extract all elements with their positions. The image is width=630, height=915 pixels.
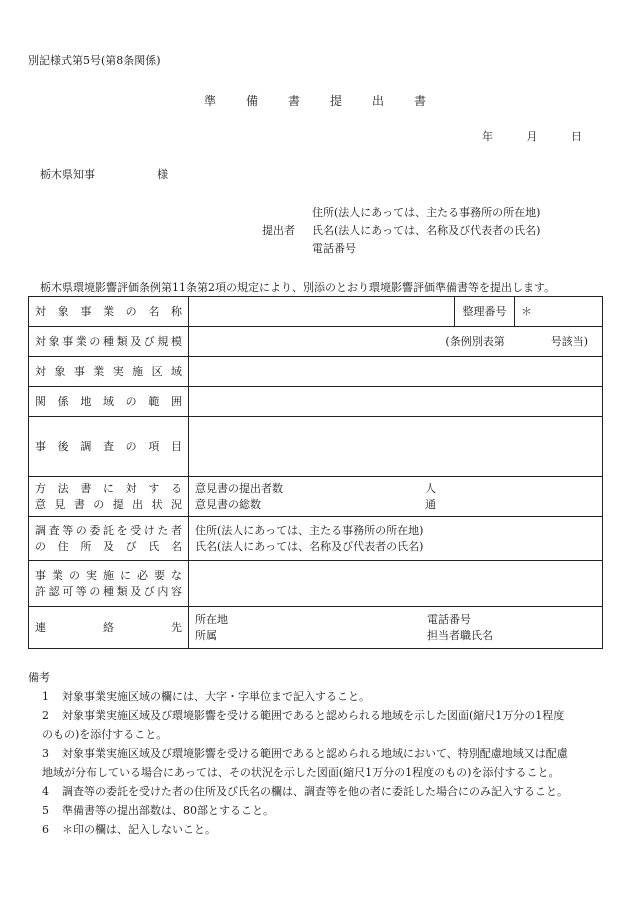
- date-month: 月: [526, 130, 538, 143]
- submitter-label: 提出者: [262, 224, 295, 237]
- page-title: 準備書提出書: [203, 94, 456, 108]
- type-scale-label: 対象事業の種類及び規模: [29, 327, 189, 357]
- notes-heading: 備考: [28, 671, 50, 684]
- project-name-label: 対象事業の名称: [29, 297, 189, 327]
- submitter-phone: 電話番号: [312, 242, 356, 255]
- submitter-name: 氏名(法人にあっては、名称及び代表者の氏名): [312, 224, 541, 237]
- row-type-scale: [29, 327, 603, 357]
- date-day: 日: [571, 130, 582, 143]
- row-contact: [29, 607, 603, 649]
- row-followup: [29, 417, 603, 477]
- permits-field[interactable]: [189, 561, 603, 607]
- note-item: 6 ＊印の欄は、記入しないこと。: [42, 823, 216, 836]
- note-item: 1 対象事業実施区域の欄には、大字・字単位まで記入すること。: [42, 690, 370, 703]
- related-area-field[interactable]: [189, 387, 603, 417]
- contact-affiliation: 所属: [195, 628, 217, 642]
- row-opinion: [29, 477, 603, 517]
- note-item: 3 対象事業実施区域及び環境影響を受ける範囲であると認められる地域において、特別配慮地域又は配慮 地域が分布している場合にあっては、その状況を示した図面(縮尺1万分の1程度のもの)を添付すること。: [42, 747, 568, 779]
- opinion-submitters: 意見書の提出者数: [195, 481, 283, 495]
- intro-text: 栃木県環境影響評価条例第11条第2項の規定により、別添のとおり環境影響評価準備書等を提出します。: [40, 281, 556, 294]
- related-area-label: 関係地域の範囲: [29, 387, 189, 417]
- ref-number-label: 整理番号: [455, 297, 515, 327]
- form-id: 別記様式第5号(第8条関係): [28, 54, 161, 67]
- opinion-total: 意見書の総数: [195, 497, 261, 511]
- row-area: [29, 357, 603, 387]
- contact-field[interactable]: [189, 607, 603, 649]
- form-table: [28, 296, 603, 649]
- addressee: [40, 166, 168, 182]
- contractor-address: 住所(法人にあっては、主たる事務所の所在地): [195, 523, 424, 537]
- addressee-honorific: 様: [157, 168, 168, 181]
- opinion-field[interactable]: [189, 477, 603, 517]
- permits-label: 事業の実施に必要な 許認可等の種類及び内容: [29, 561, 189, 607]
- contractor-name: 氏名(法人にあっては、名称及び代表者の氏名): [195, 539, 424, 553]
- contact-person: 担当者職氏名: [427, 628, 493, 642]
- note-item: 2 対象事業実施区域及び環境影響を受ける範囲であると認められる地域を示した図面(縮尺1万分の1程度 のもの)を添付すること。: [42, 709, 565, 741]
- ref-number-field: ＊: [515, 297, 603, 327]
- row-project-name: [29, 297, 603, 327]
- area-field[interactable]: [189, 357, 603, 387]
- type-scale-note: (条例別表第 号該当): [445, 335, 588, 348]
- project-name-field[interactable]: [189, 297, 455, 327]
- opinion-total-unit: 通: [425, 497, 436, 511]
- contact-location: 所在地: [195, 612, 228, 626]
- date-year: 年: [482, 130, 493, 143]
- followup-label: 事後調査の項目: [29, 417, 189, 477]
- contact-phone: 電話番号: [427, 612, 471, 626]
- row-permits: [29, 561, 603, 607]
- contractor-field[interactable]: [189, 517, 603, 561]
- row-contractor: [29, 517, 603, 561]
- opinion-label: 方法書に対する 意見書の提出状況: [29, 477, 189, 517]
- row-related-area: [29, 387, 603, 417]
- area-label: 対象事業実施区域: [29, 357, 189, 387]
- opinion-submitters-unit: 人: [425, 481, 436, 495]
- notes-section: [28, 668, 608, 839]
- type-scale-field[interactable]: [189, 327, 603, 357]
- contact-label: 連絡先: [29, 607, 189, 649]
- submitter-address: 住所(法人にあっては、主たる事務所の所在地): [312, 206, 541, 219]
- note-item: 4 調査等の委託を受けた者の住所及び氏名の欄は、調査等を他の者に委託した場合にのみ記入すること。: [42, 785, 568, 798]
- note-item: 5 準備書等の提出部数は、80部とすること。: [42, 804, 274, 817]
- followup-field[interactable]: [189, 417, 603, 477]
- contractor-label: 調査等の委託を受けた者 の住所及び氏名: [29, 517, 189, 561]
- addressee-name: 栃木県知事: [40, 168, 95, 181]
- date-line: [452, 128, 582, 144]
